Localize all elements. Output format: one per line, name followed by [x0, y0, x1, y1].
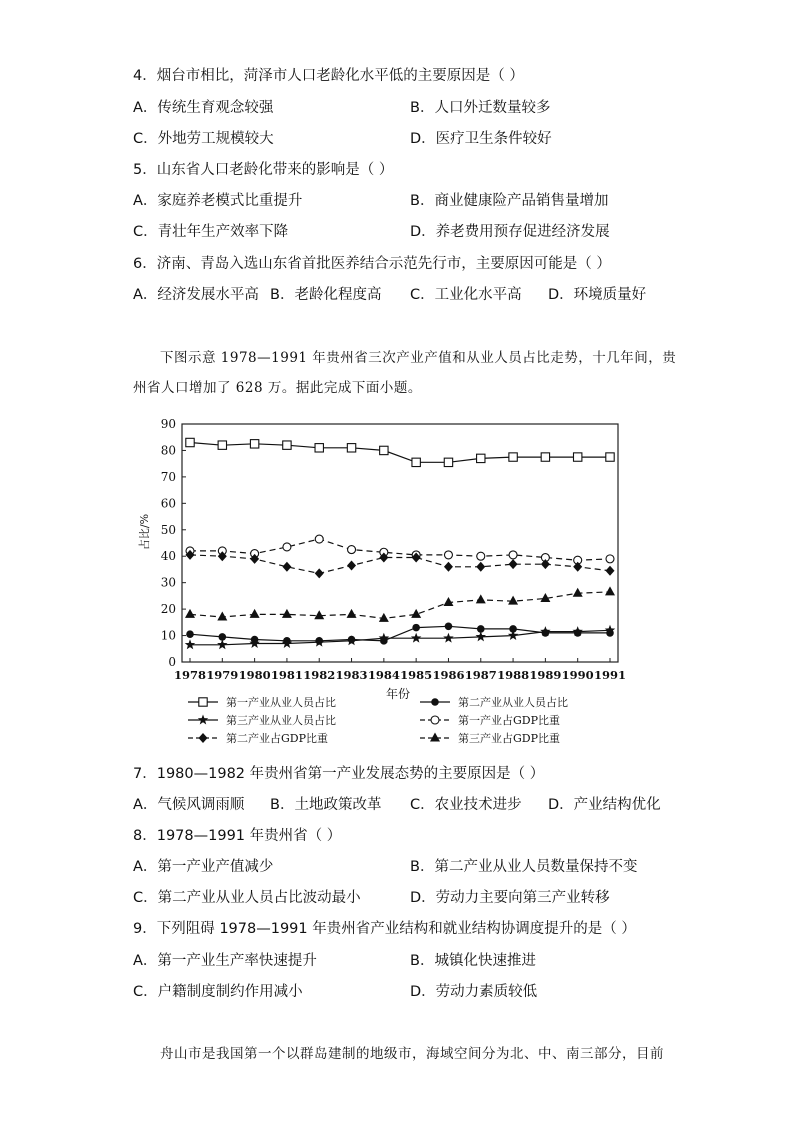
q4-option-a: A．传统生育观念较强 — [133, 100, 274, 116]
data-point — [282, 609, 292, 618]
y-tick-label: 0 — [168, 655, 176, 669]
legend-item-5 — [188, 731, 328, 745]
data-point — [348, 546, 356, 554]
data-point — [379, 613, 389, 622]
legend-marker — [431, 716, 439, 724]
data-point — [605, 586, 615, 595]
data-point — [380, 446, 388, 454]
data-point — [412, 458, 420, 466]
q6-option-d: D．环境质量好 — [548, 287, 647, 303]
q5-option-a: A．家庭养老模式比重提升 — [133, 193, 303, 209]
data-point — [508, 630, 518, 640]
data-point — [445, 623, 453, 631]
data-point — [315, 444, 323, 452]
data-point — [347, 609, 357, 618]
data-point — [411, 633, 421, 643]
q5-option-d: D．养老费用预存促进经济发展 — [410, 224, 610, 240]
x-tick-label: 1981 — [270, 668, 303, 682]
legend-item-3 — [188, 713, 336, 727]
y-tick-label: 90 — [160, 417, 176, 431]
data-point — [412, 624, 420, 632]
x-tick-label: 1982 — [303, 668, 336, 682]
data-point — [185, 609, 195, 618]
legend-item-1 — [188, 695, 336, 709]
data-point — [477, 454, 485, 462]
data-point — [444, 551, 452, 559]
industry-share-line-chart — [130, 412, 630, 752]
q7-option-a: A．气候风调雨顺 — [133, 797, 245, 813]
data-point — [606, 555, 614, 563]
q8-option-b: B．第二产业从业人员数量保持不变 — [410, 859, 638, 875]
y-tick-label: 30 — [160, 575, 176, 590]
passage-2-line-1: 舟山市是我国第一个以群岛建制的地级市，海域空间分为北、中、南三部分，目前 — [160, 1046, 664, 1062]
q5-option-b: B．商业健康险产品销售量增加 — [410, 193, 609, 209]
q6-option-c: C．工业化水平高 — [410, 287, 522, 303]
legend-item-2 — [420, 695, 568, 709]
legend-label: 第二产业占GDP比重 — [226, 732, 329, 745]
y-tick-label: 50 — [160, 522, 176, 537]
q4-option-d: D．医疗卫生条件较好 — [410, 131, 552, 147]
y-tick-label: 70 — [160, 469, 176, 484]
q7-option-b: B．土地政策改革 — [270, 797, 382, 813]
data-point — [476, 594, 486, 603]
data-point — [606, 566, 615, 576]
legend-label: 第一产业占GDP比重 — [458, 714, 561, 727]
y-tick-label: 10 — [160, 628, 176, 643]
q8-option-d: D．劳动力主要向第三产业转移 — [410, 890, 610, 906]
legend-item-4 — [420, 713, 560, 727]
y-tick-label: 40 — [160, 549, 176, 564]
data-point — [509, 453, 517, 461]
data-point — [346, 635, 356, 645]
data-point — [282, 562, 291, 572]
y-tick-label: 20 — [160, 602, 176, 617]
chart-legend — [188, 695, 568, 745]
data-point — [186, 438, 194, 446]
data-point — [476, 631, 486, 641]
q9-option-d: D．劳动力素质较低 — [410, 984, 538, 1000]
q6-stem: 6．济南、青岛入选山东省首批医养结合示范先行市，主要原因可能是（ ） — [133, 256, 611, 272]
data-point — [606, 453, 614, 461]
legend-label: 第一产业从业人员占比 — [226, 696, 336, 709]
plot-frame — [182, 424, 618, 662]
data-point — [315, 535, 323, 543]
legend-label: 第二产业从业人员占比 — [458, 696, 568, 709]
x-tick-label: 1979 — [206, 668, 239, 682]
q4-stem: 4．烟台市相比，菏泽市人口老龄化水平低的主要原因是（ ） — [133, 68, 524, 84]
q9-option-b: B．城镇化快速推进 — [410, 953, 536, 969]
q6-option-b: B．老龄化程度高 — [270, 287, 382, 303]
x-tick-label: 1986 — [432, 668, 465, 682]
q5-stem: 5．山东省人口老龄化带来的影响是（ ） — [133, 162, 394, 178]
q9-option-c: C．户籍制度制约作用减小 — [133, 984, 303, 1000]
data-point — [508, 596, 518, 605]
data-point — [573, 588, 583, 597]
data-point — [314, 637, 324, 647]
q4-option-b: B．人口外迁数量较多 — [410, 100, 551, 116]
data-point — [444, 562, 453, 572]
passage-1-line-1: 下图示意 1978—1991 年贵州省三次产业产值和从业人员占比走势，十几年间，贵 — [160, 350, 677, 366]
series-3 — [185, 625, 615, 649]
data-point — [509, 551, 517, 559]
series-6 — [185, 586, 615, 621]
x-tick-label: 1990 — [561, 668, 594, 682]
series-2 — [186, 623, 614, 645]
q7-stem: 7．1980—1982 年贵州省第一产业发展态势的主要原因是（ ） — [133, 766, 545, 782]
data-point — [186, 630, 194, 638]
x-tick-label: 1985 — [400, 668, 433, 682]
y-tick-label: 80 — [160, 443, 176, 458]
legend-marker — [199, 698, 207, 706]
chart-series — [185, 438, 615, 649]
data-point — [476, 562, 485, 572]
data-point — [509, 559, 518, 569]
chart-axes — [182, 424, 618, 662]
data-point — [573, 453, 581, 461]
data-point — [315, 568, 324, 578]
q4-option-c: C．外地劳工规模较大 — [133, 131, 274, 147]
data-point — [443, 633, 453, 643]
legend-marker — [430, 733, 440, 742]
data-point — [185, 639, 195, 649]
q5-option-c: C．青壮年生产效率下降 — [133, 224, 289, 240]
data-point — [250, 440, 258, 448]
q9-option-a: A．第一产业生产率快速提升 — [133, 953, 317, 969]
data-point — [347, 444, 355, 452]
data-point — [541, 453, 549, 461]
data-point — [477, 552, 485, 560]
x-tick-label: 1988 — [497, 668, 530, 682]
x-tick-label: 1983 — [335, 668, 368, 682]
series-1 — [186, 438, 614, 466]
data-point — [283, 441, 291, 449]
y-tick-label: 60 — [160, 496, 176, 511]
q8-stem: 8．1978—1991 年贵州省（ ） — [133, 828, 342, 844]
q8-option-c: C．第二产业从业人员占比波动最小 — [133, 890, 361, 906]
data-point — [314, 610, 324, 619]
x-tick-label: 1987 — [464, 668, 497, 682]
legend-marker — [431, 698, 439, 706]
legend-item-6 — [420, 731, 560, 745]
y-axis-label: 占比/% — [138, 513, 151, 551]
x-tick-label: 1978 — [173, 668, 207, 682]
legend-label: 第三产业从业人员占比 — [226, 714, 336, 727]
data-point — [282, 638, 292, 648]
q6-option-a: A．经济发展水平高 — [133, 287, 259, 303]
q8-option-a: A．第一产业产值减少 — [133, 859, 274, 875]
passage-1-line-2: 州省人口增加了 628 万。据此完成下面小题。 — [133, 380, 422, 396]
data-point — [444, 458, 452, 466]
data-point — [283, 543, 291, 551]
x-tick-label: 1984 — [367, 668, 400, 682]
q9-stem: 9．下列阻碍 1978—1991 年贵州省产业结构和就业结构协调度提升的是（ ） — [133, 921, 636, 937]
x-axis-label: 年份 — [385, 687, 411, 701]
legend-marker — [198, 715, 208, 725]
x-tick-label: 1991 — [593, 668, 627, 682]
q7-option-d: D．产业结构优化 — [548, 797, 661, 813]
legend-label: 第三产业占GDP比重 — [458, 732, 561, 745]
data-point — [217, 612, 227, 621]
x-tick-label: 1989 — [529, 668, 562, 682]
legend-marker — [199, 733, 208, 743]
data-point — [250, 609, 260, 618]
data-point — [218, 441, 226, 449]
x-tick-label: 1980 — [238, 668, 271, 682]
data-point — [347, 560, 356, 570]
series-4 — [186, 535, 614, 564]
q7-option-c: C．农业技术进步 — [410, 797, 522, 813]
data-point — [217, 639, 227, 649]
data-point — [443, 597, 453, 606]
